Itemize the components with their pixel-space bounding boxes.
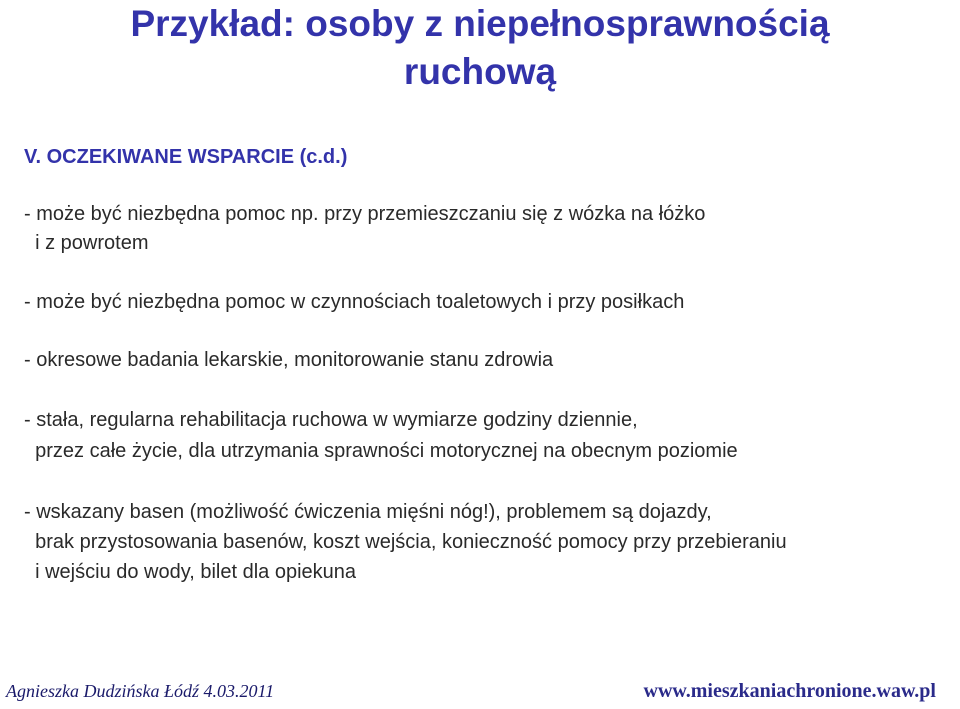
bullet-item-4-line-2: przez całe życie, dla utrzymania sprawności motorycznej na obecnym poziomie: [24, 440, 738, 462]
slide-title-line-2: ruchową: [403, 51, 557, 92]
bullet-item-5-line-3: i wejściu do wody, bilet dla opiekuna: [24, 561, 357, 583]
slide-title-line-1: Przykład: osoby z niepełnosprawnością: [130, 3, 830, 44]
footer-author-date: Agnieszka Dudzińska Łódź 4.03.2011: [6, 681, 275, 701]
bullet-item-5-line-1: - wskazany basen (możliwość ćwiczenia mięśni nóg!), problemem są dojazdy,: [24, 501, 712, 523]
bullet-item-4-line-1: - stała, regularna rehabilitacja ruchowa w wymiarze godziny dziennie,: [24, 409, 638, 431]
bullet-item-1-line-2: i z powrotem: [24, 232, 149, 254]
bullet-item-1-line-1: - może być niezbędna pomoc np. przy przemieszczaniu się z wózka na łóżko: [24, 203, 706, 225]
bullet-item-2-line-1: - może być niezbędna pomoc w czynnościach toaletowych i przy posiłkach: [24, 291, 685, 313]
section-heading: V. OCZEKIWANE WSPARCIE (c.d.): [24, 146, 348, 168]
footer-website-link[interactable]: www.mieszkaniachronione.waw.pl: [643, 680, 936, 702]
bullet-item-3-line-1: - okresowe badania lekarskie, monitorowanie stanu zdrowia: [24, 349, 554, 371]
slide-title: [0, 0, 960, 96]
bullet-item-5-line-2: brak przystosowania basenów, koszt wejścia, konieczność pomocy przy przebieraniu: [24, 531, 787, 553]
